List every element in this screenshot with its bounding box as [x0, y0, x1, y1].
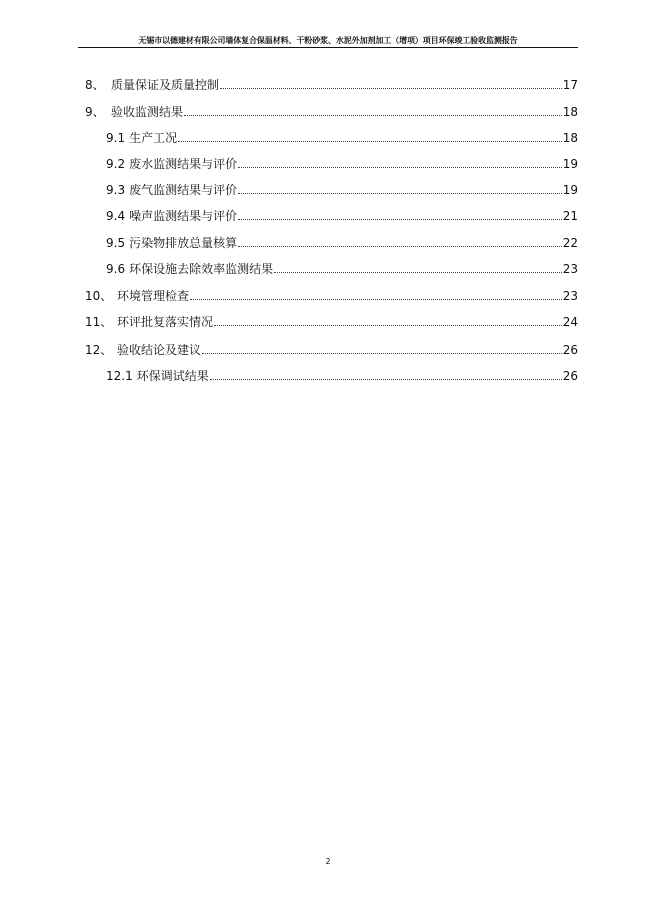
toc-entry-number: 9.4: [106, 209, 126, 223]
toc-entry-number: 11、: [85, 315, 113, 329]
toc-entry-title: 废气监测结果与评价: [129, 183, 238, 197]
toc-entry-page: 17: [562, 78, 578, 92]
toc-entry-9-1[interactable]: [106, 129, 578, 147]
toc-entry-number: 8、: [85, 78, 105, 92]
toc-entry-title: 质量保证及质量控制: [111, 78, 220, 92]
toc-dot-leader: [202, 352, 562, 354]
toc-dot-leader: [214, 324, 562, 326]
toc-dot-leader: [238, 192, 562, 194]
toc-entry-11[interactable]: [85, 313, 578, 331]
toc-entry-number: 9.3: [106, 183, 126, 197]
toc-entry-number: 9.2: [106, 157, 126, 171]
toc-entry-title: 污染物排放总量核算: [129, 236, 238, 250]
toc-entry-title: 验收结论及建议: [117, 343, 202, 357]
toc-dot-leader: [238, 245, 562, 247]
toc-dot-leader: [178, 140, 562, 142]
toc-entry-9-5[interactable]: [106, 234, 578, 252]
toc-entry-12-1[interactable]: [106, 367, 578, 385]
toc-entry-9-3[interactable]: [106, 181, 578, 199]
toc-entry-page: 26: [562, 343, 578, 357]
toc-entry-number: 12.1: [106, 369, 133, 383]
toc-entry-page: 23: [562, 262, 578, 276]
toc-entry-page: 22: [562, 236, 578, 250]
toc-entry-title: 生产工况: [129, 131, 178, 145]
toc-entry-number: 9.1: [106, 131, 126, 145]
toc-entry-page: 18: [562, 131, 578, 145]
toc-entry-page: 19: [562, 157, 578, 171]
toc-entry-title: 验收监测结果: [111, 105, 184, 119]
toc-entry-9-4[interactable]: [106, 207, 578, 225]
toc-entry-page: 24: [562, 315, 578, 329]
toc-dot-leader: [220, 87, 562, 89]
toc-entry-12[interactable]: [85, 341, 578, 359]
toc-entry-title: 环评批复落实情况: [117, 315, 214, 329]
toc-entry-title: 环境管理检查: [117, 289, 190, 303]
toc-entry-number: 9、: [85, 105, 105, 119]
toc-entry-page: 26: [562, 369, 578, 383]
page-number: 2: [325, 857, 331, 866]
toc-entry-page: 19: [562, 183, 578, 197]
toc-entry-10[interactable]: [85, 287, 578, 305]
toc-entry-8[interactable]: [85, 76, 578, 94]
toc-entry-number: 10、: [85, 289, 113, 303]
toc-entry-title: 废水监测结果与评价: [129, 157, 238, 171]
toc-entry-page: 23: [562, 289, 578, 303]
toc-dot-leader: [238, 218, 562, 220]
toc-entry-9-6[interactable]: [106, 260, 578, 278]
toc-entry-title: 环保调试结果: [136, 369, 209, 383]
toc-entry-title: 环保设施去除效率监测结果: [129, 262, 274, 276]
toc-entry-9-2[interactable]: [106, 155, 578, 173]
toc-dot-leader: [238, 166, 562, 168]
toc-entry-page: 21: [562, 209, 578, 223]
toc-dot-leader: [274, 271, 562, 273]
header-divider: [78, 47, 578, 48]
toc-entry-page: 18: [562, 105, 578, 119]
toc-dot-leader: [210, 378, 562, 380]
page-header: 无锡市以德建材有限公司墙体复合保温材料、干粉砂浆、水泥外加剂加工（增项）项目环保竣工验收监测报告: [138, 36, 518, 45]
toc-entry-number: 9.5: [106, 236, 126, 250]
toc-entry-number: 9.6: [106, 262, 126, 276]
toc-dot-leader: [184, 114, 562, 116]
toc-entry-title: 噪声监测结果与评价: [129, 209, 238, 223]
toc-entry-9[interactable]: [85, 103, 578, 121]
toc-dot-leader: [190, 298, 562, 300]
toc-entry-number: 12、: [85, 343, 113, 357]
